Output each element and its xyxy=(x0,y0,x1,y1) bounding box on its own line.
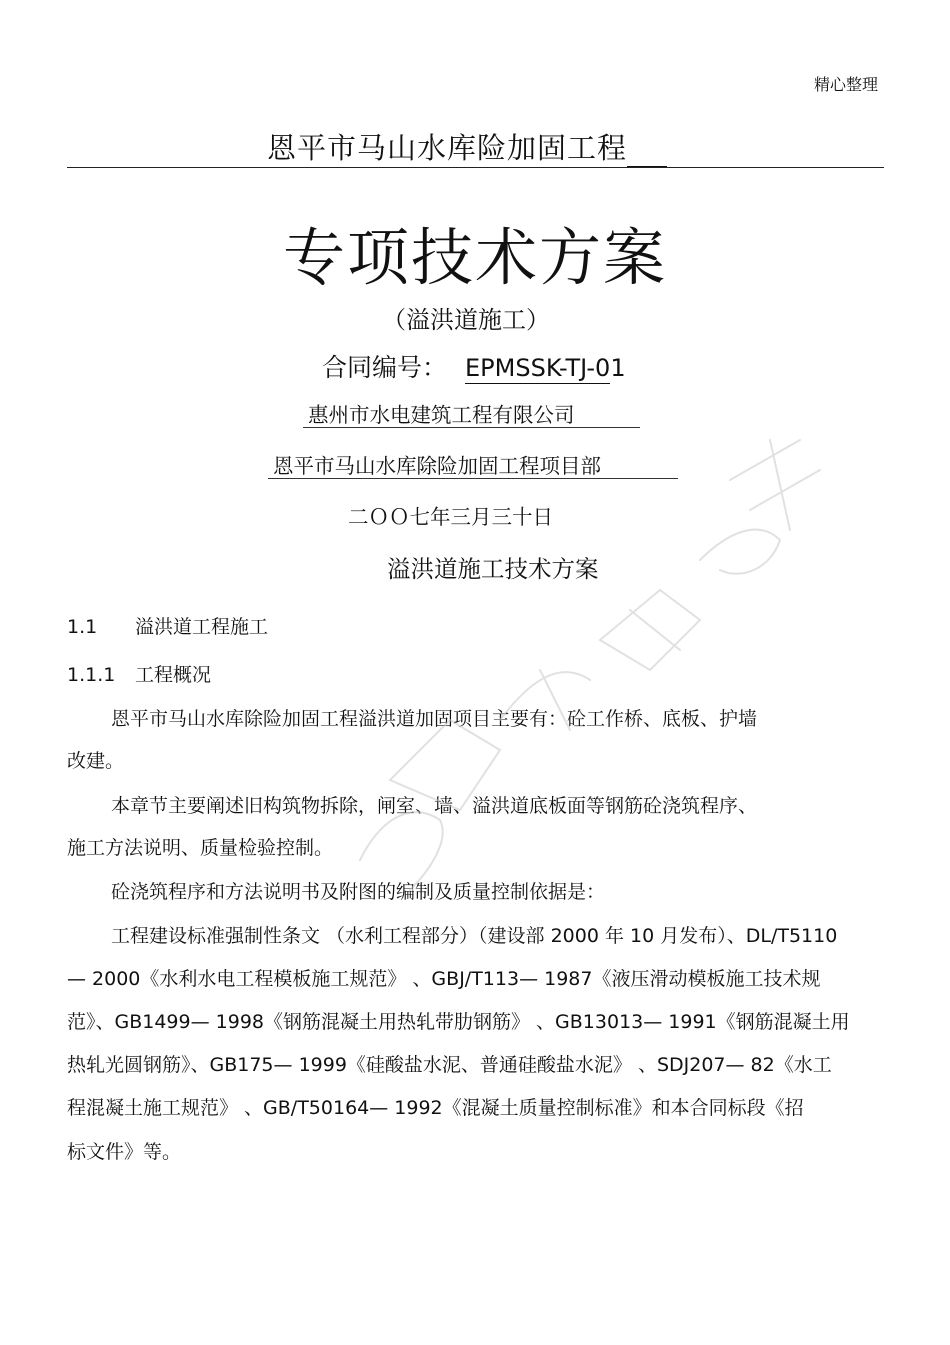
section-title: 溢洪道施工技术方案 xyxy=(387,555,599,583)
heading-text: 溢洪道工程施工 xyxy=(135,616,269,638)
document-date: 二ＯＯ七年三月三十日 xyxy=(348,505,553,529)
paragraph-line: 改建。 xyxy=(67,750,125,772)
paragraph-line: 热轧光圆钢筋》、GB175— 1999《硅酸盐水泥、普通硅酸盐水泥》 、SDJ207— 82《水工 xyxy=(67,1054,832,1076)
paragraph-line: 恩平市马山水库除险加固工程溢洪道加固项目主要有：砼工作桥、底板、护墙 xyxy=(111,708,758,730)
contract-code-tail: 1 xyxy=(610,354,626,382)
heading-number: 1.1.1 xyxy=(67,664,116,686)
paragraph-line: 工程建设标准强制性条文 （水利工程部分）（建设部 2000 年 10 月发布）、DL/T5110 xyxy=(111,925,838,947)
heading-text: 工程概况 xyxy=(135,664,212,686)
project-title xyxy=(267,126,667,167)
project-department: 恩平市马山水库除险加固工程项目部 xyxy=(273,454,601,478)
heading-1-1 xyxy=(67,612,268,639)
company-name: 惠州市水电建筑工程有限公司 xyxy=(308,403,575,427)
paragraph-line: 程混凝土施工规范》 、GB/T50164— 1992《混凝土质量控制标准》和本合同标段《招 xyxy=(67,1097,804,1119)
contract-label: 合同编号： xyxy=(322,353,448,382)
watermark xyxy=(300,420,860,940)
header-note: 精心整理 xyxy=(813,75,878,94)
heading-number: 1.1 xyxy=(67,616,98,638)
document-subtitle: （溢洪道施工） xyxy=(382,306,550,334)
contract-number xyxy=(322,348,626,384)
project-title-text: 恩平市马山水库险加固工程 xyxy=(267,131,628,165)
document-title: 专项技术方案 xyxy=(282,221,667,294)
heading-1-1-1 xyxy=(67,660,211,687)
title-underline-gap xyxy=(627,138,667,167)
paragraph-line: 本章节主要阐述旧构筑物拆除，闸室、墙、溢洪道底板面等钢筋砼浇筑程序、 xyxy=(111,795,758,817)
contract-code: EPMSSK-TJ-0 xyxy=(465,354,611,382)
company-underline xyxy=(303,427,640,428)
paragraph-line: 砼浇筑程序和方法说明书及附图的编制及质量控制依据是： xyxy=(111,881,606,903)
paragraph-line: 范》、GB1499— 1998《钢筋混凝土用热轧带肋钢筋》 、GB13013— 1991《钢筋混凝土用 xyxy=(67,1011,850,1033)
department-underline xyxy=(268,478,678,479)
paragraph-line: 标文件》等。 xyxy=(67,1141,182,1163)
header-rule xyxy=(67,167,884,168)
paragraph-line: — 2000《水利水电工程模板施工规范》 、GBJ/T113— 1987《液压滑动模板施工技术规 xyxy=(67,968,821,990)
paragraph-line: 施工方法说明、质量检验控制。 xyxy=(67,837,334,859)
